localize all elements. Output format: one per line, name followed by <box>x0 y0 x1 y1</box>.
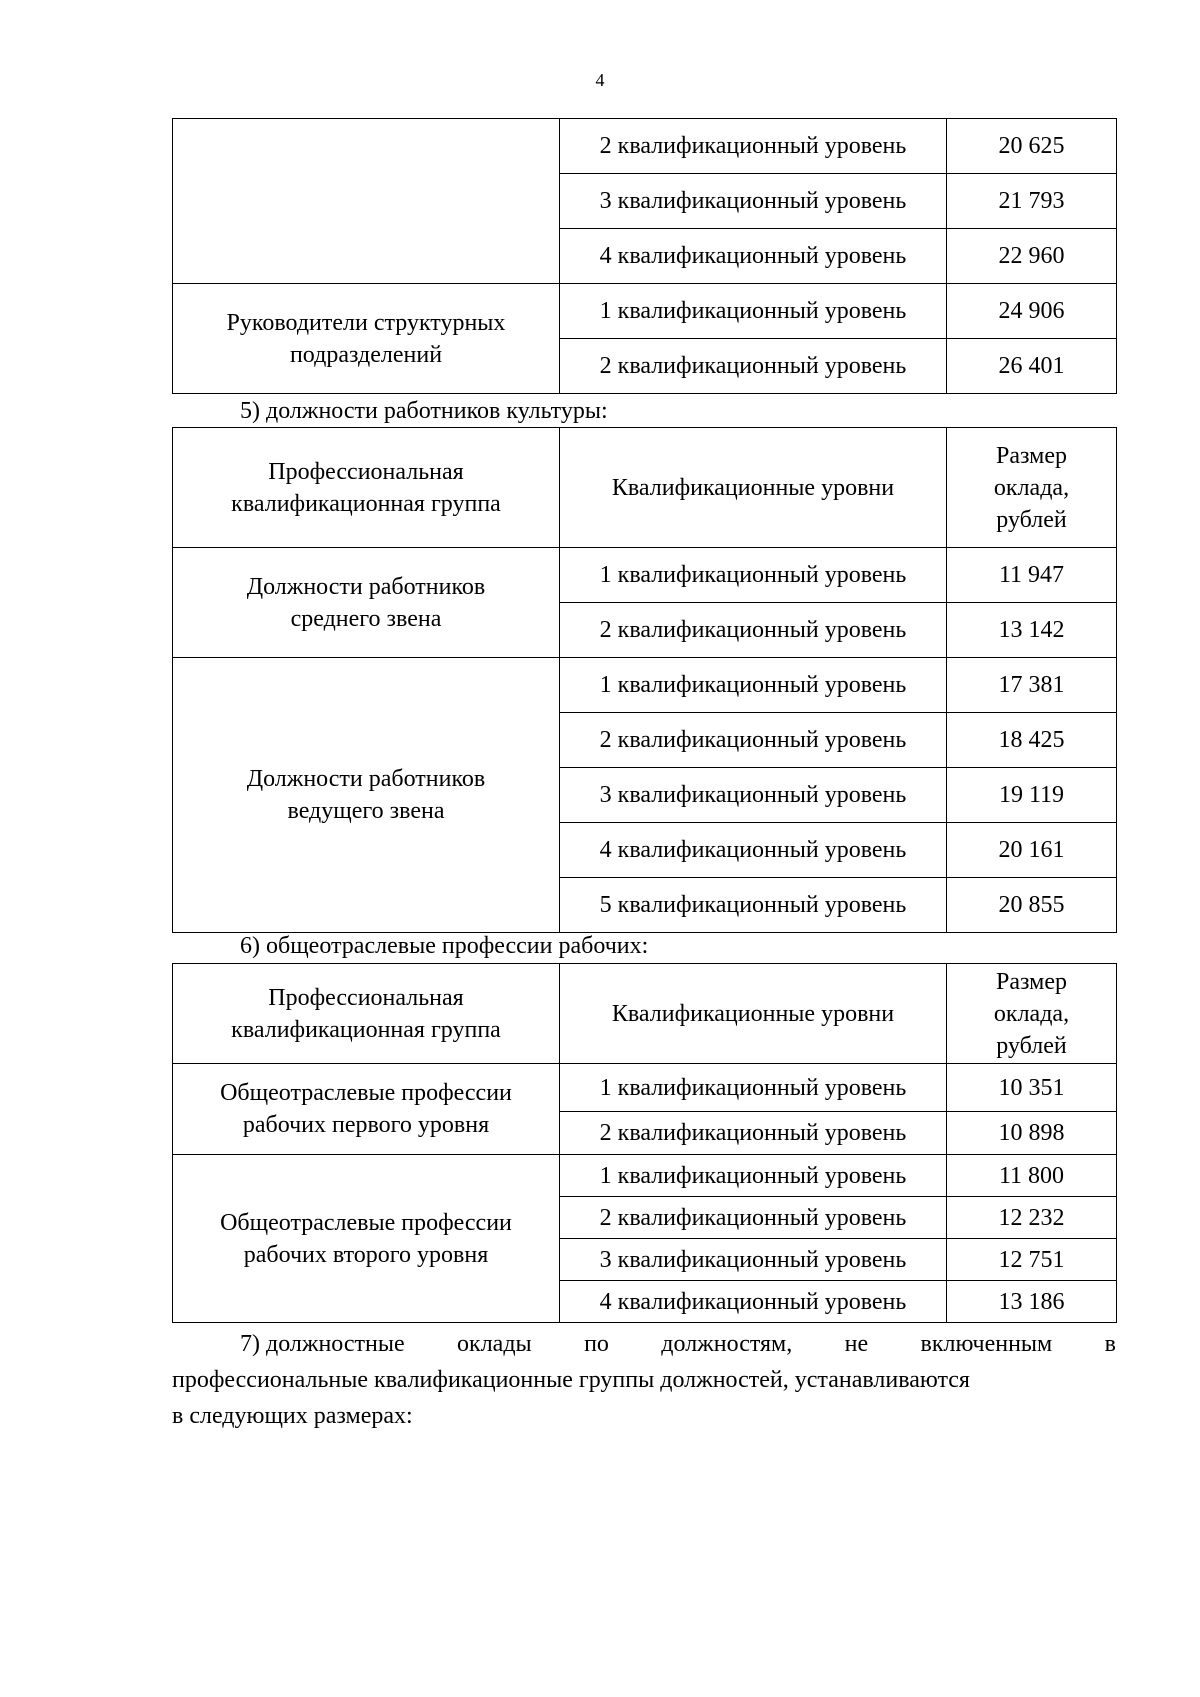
level-cell: 4 квалификационный уровень <box>560 229 947 284</box>
level-cell: 2 квалификационный уровень <box>560 339 947 394</box>
level-cell: 5 квалификационный уровень <box>560 878 947 933</box>
salary-cell: 24 906 <box>947 284 1117 339</box>
level-cell: 2 квалификационный уровень <box>560 1112 947 1155</box>
salary-table-continuation <box>172 118 1117 394</box>
section-7-word: в <box>1104 1331 1116 1357</box>
level-cell: 2 квалификационный уровень <box>560 713 947 768</box>
level-cell: 1 квалификационный уровень <box>560 1064 947 1112</box>
workers-professions-salary-table <box>172 963 1117 1323</box>
section-7-word: оклады <box>457 1331 532 1357</box>
level-cell: 4 квалификационный уровень <box>560 823 947 878</box>
level-cell: 1 квалификационный уровень <box>560 548 947 603</box>
table-row <box>173 1155 1117 1197</box>
salary-cell: 18 425 <box>947 713 1117 768</box>
salary-cell: 20 625 <box>947 119 1117 174</box>
salary-cell: 10 351 <box>947 1064 1117 1112</box>
section-7-paragraph <box>172 1326 1116 1434</box>
level-cell: 2 квалификационный уровень <box>560 603 947 658</box>
section-7-word: должностям, <box>661 1331 793 1357</box>
level-cell: 1 квалификационный уровень <box>560 284 947 339</box>
level-cell: 3 квалификационный уровень <box>560 1239 947 1281</box>
salary-cell: 20 161 <box>947 823 1117 878</box>
group-name-cell: Общеотраслевые профессии рабочих первого уровня <box>173 1064 560 1155</box>
section-7-word: не <box>844 1331 869 1357</box>
table-row <box>173 119 1117 174</box>
salary-cell: 19 119 <box>947 768 1117 823</box>
table-row <box>173 284 1117 339</box>
culture-workers-salary-table <box>172 427 1117 933</box>
header-levels: Квалификационные уровни <box>560 964 947 1064</box>
header-levels: Квалификационные уровни <box>560 428 947 548</box>
level-cell: 2 квалификационный уровень <box>560 119 947 174</box>
header-group: Профессиональная квалификационная группа <box>173 964 560 1064</box>
level-cell: 3 квалификационный уровень <box>560 174 947 229</box>
level-cell: 2 квалификационный уровень <box>560 1197 947 1239</box>
section-7-line-2: профессиональные квалификационные группы должностей, устанавливаются <box>172 1367 970 1393</box>
table-row <box>173 1064 1117 1112</box>
salary-cell: 21 793 <box>947 174 1117 229</box>
section-7-word: по <box>584 1331 609 1357</box>
header-salary: Размер оклада, рублей <box>947 964 1117 1064</box>
section-6-caption: 6) общеотраслевые профессии рабочих: <box>240 933 649 959</box>
header-group: Профессиональная квалификационная группа <box>173 428 560 548</box>
group-name-cell: Общеотраслевые профессии рабочих второго уровня <box>173 1155 560 1323</box>
group-name-cell: Должности работников среднего звена <box>173 548 560 658</box>
group-name-cell: Должности работников ведущего звена <box>173 658 560 933</box>
section-7-line-1 <box>172 1326 1116 1362</box>
salary-cell: 11 947 <box>947 548 1117 603</box>
table-header-row <box>173 964 1117 1064</box>
table-header-row <box>173 428 1117 548</box>
level-cell: 4 квалификационный уровень <box>560 1281 947 1323</box>
salary-cell: 13 142 <box>947 603 1117 658</box>
level-cell: 1 квалификационный уровень <box>560 658 947 713</box>
salary-cell: 13 186 <box>947 1281 1117 1323</box>
level-cell: 1 квалификационный уровень <box>560 1155 947 1197</box>
level-cell: 3 квалификационный уровень <box>560 768 947 823</box>
group-name-cell: Руководители структурных подразделений <box>173 284 560 394</box>
salary-cell: 20 855 <box>947 878 1117 933</box>
salary-cell: 12 232 <box>947 1197 1117 1239</box>
salary-cell: 10 898 <box>947 1112 1117 1155</box>
table-row <box>173 548 1117 603</box>
header-salary: Размер оклада, рублей <box>947 428 1117 548</box>
salary-cell: 26 401 <box>947 339 1117 394</box>
page-number: 4 <box>595 70 605 90</box>
table-row <box>173 658 1117 713</box>
section-7-word: 7) должностные <box>240 1331 405 1357</box>
salary-cell: 12 751 <box>947 1239 1117 1281</box>
section-7-line-3: в следующих размерах: <box>172 1403 413 1429</box>
section-5-caption: 5) должности работников культуры: <box>240 398 608 424</box>
section-7-word: включенным <box>920 1331 1053 1357</box>
salary-cell: 17 381 <box>947 658 1117 713</box>
salary-cell: 22 960 <box>947 229 1117 284</box>
salary-cell: 11 800 <box>947 1155 1117 1197</box>
group-name-cell <box>173 119 560 284</box>
